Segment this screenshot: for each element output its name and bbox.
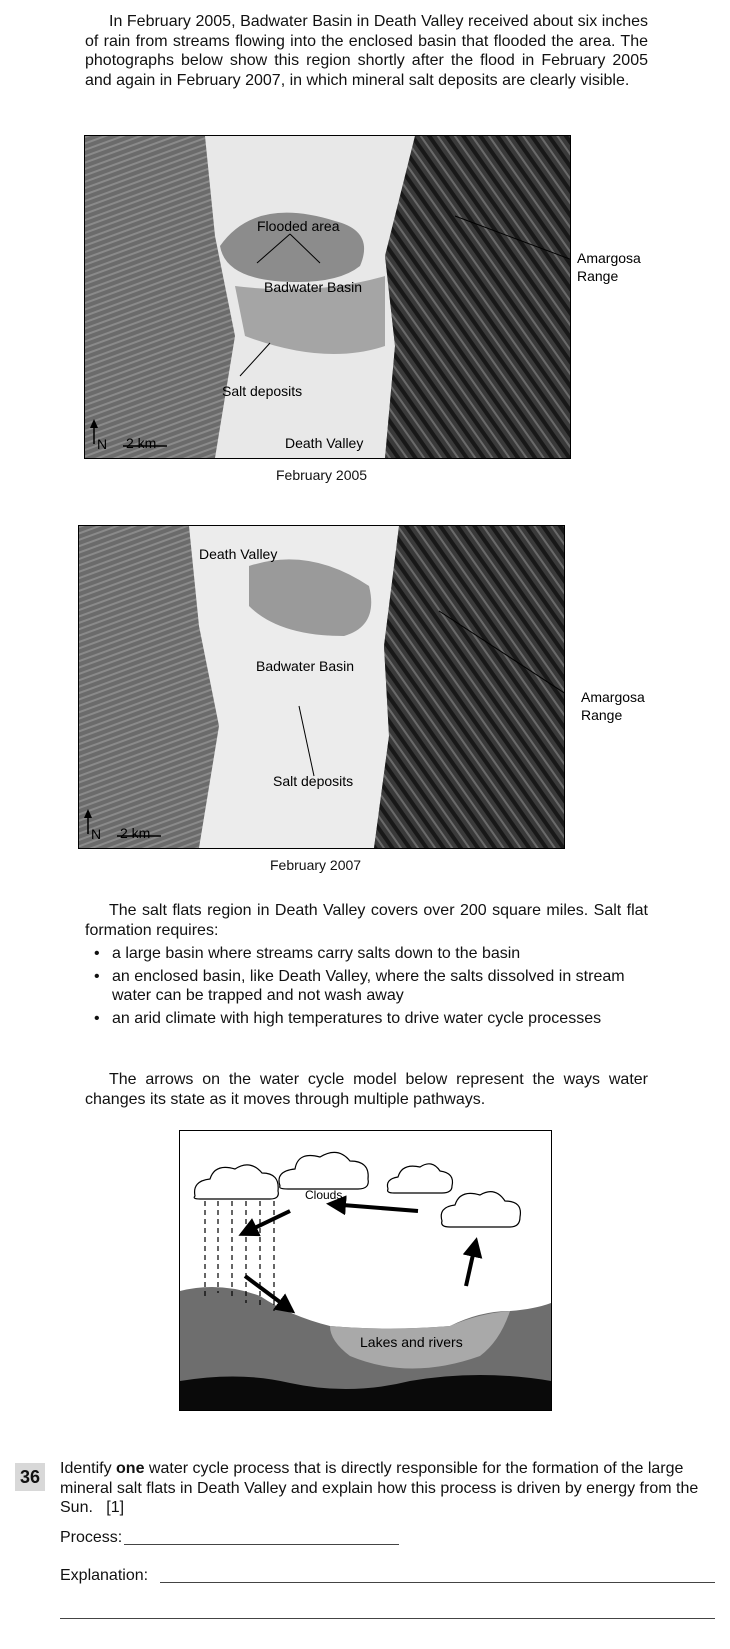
scale-label-2007: 2 km	[120, 825, 151, 841]
label-death-valley-2007: Death Valley	[199, 546, 278, 562]
list-item: • an arid climate with high temperatures to drive water cycle processes	[94, 1009, 602, 1027]
label-range-2007: Range	[581, 707, 623, 723]
explanation-label: Explanation:	[60, 1567, 149, 1584]
salt-flats-paragraph: The salt flats region in Death Valley covers over 200 square miles. Salt flat formation requires:	[85, 902, 648, 939]
question-credit: [1]	[106, 1499, 125, 1516]
water-cycle-diagram	[179, 1130, 552, 1411]
process-label: Process:	[60, 1529, 123, 1546]
label-amargosa-2007: Amargosa	[581, 689, 645, 705]
satellite-photo-2007	[78, 525, 565, 849]
label-badwater-basin-2007: Badwater Basin	[256, 658, 355, 674]
label-range: Range	[577, 268, 619, 284]
label-amargosa: Amargosa	[577, 250, 641, 266]
caption-february-2005: February 2005	[276, 467, 368, 483]
explanation-answer-line[interactable]	[160, 1582, 715, 1583]
label-salt-deposits-2007: Salt deposits	[273, 773, 354, 789]
arrows-paragraph: The arrows on the water cycle model below represent the ways water changes its state as it moves through multiple pathways.	[85, 1071, 648, 1108]
label-death-valley: Death Valley	[285, 435, 364, 451]
explanation-answer-line-2[interactable]	[60, 1618, 715, 1619]
label-salt-deposits: Salt deposits	[222, 383, 303, 399]
label-flooded-area: Flooded area	[257, 218, 340, 234]
label-badwater-basin: Badwater Basin	[264, 279, 363, 295]
intro-paragraph: In February 2005, Badwater Basin in Death Valley received about six inches of rain from streams flowing into the enclosed basin that flooded the area. The photographs below show this region shortly after the flood in February 2005 and again in February 2007, in which mineral salt deposits are clearly visible.	[85, 13, 648, 89]
question-text: Identify one water cycle process that is directly responsible for the formation of the large mineral salt flats in Death Valley and explain how this process is driven by energy from the Sun. [1]	[60, 1460, 699, 1516]
process-answer-line[interactable]	[124, 1544, 399, 1545]
satellite-photo-2005	[84, 135, 571, 459]
label-lakes-and-rivers: Lakes and rivers	[360, 1334, 463, 1350]
list-item: • a large basin where streams carry salts down to the basin	[94, 945, 521, 962]
label-clouds: Clouds	[305, 1188, 343, 1202]
caption-february-2007: February 2007	[270, 857, 362, 873]
north-label: N	[97, 436, 108, 452]
list-item: • an enclosed basin, like Death Valley, where the salts dissolved in stream water can be trapped and not wash away	[94, 967, 625, 1004]
question-number: 36	[15, 1463, 45, 1491]
north-label-2007: N	[91, 826, 102, 842]
scale-label: 2 km	[126, 435, 157, 451]
requirements-list	[94, 944, 652, 1031]
